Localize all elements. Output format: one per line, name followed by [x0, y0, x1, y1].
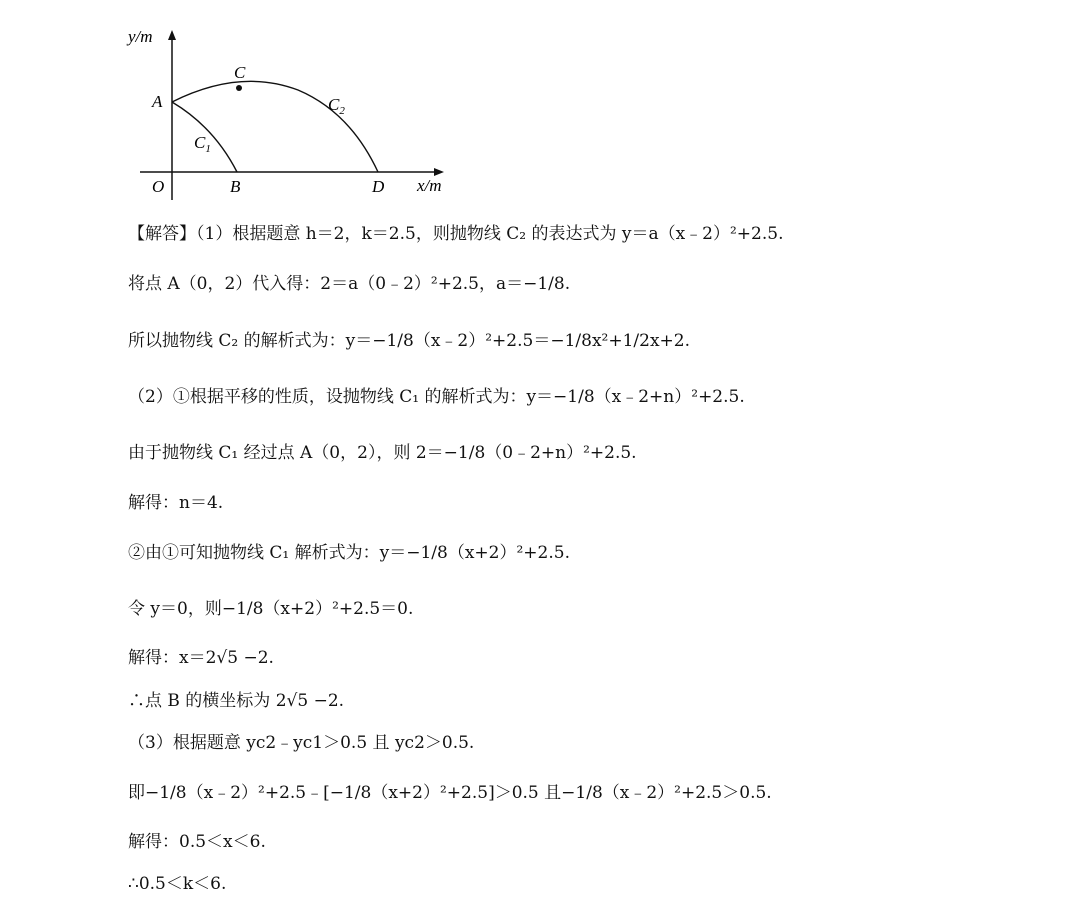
solution-line-14: ∴0.5＜k＜6. [128, 874, 227, 894]
point-d-label: D [372, 177, 385, 196]
solution-line-1: 【解答】（1）根据题意 h＝2，k＝2.5，则抛物线 C₂ 的表达式为 y＝a（x﹣2）²+2.5. [128, 224, 784, 244]
point-c-label: C [234, 63, 246, 82]
origin-label: O [152, 177, 165, 196]
curve-c1-label: $C_1$ [194, 133, 211, 155]
x-axis-arrow [434, 168, 444, 176]
solution-line-8: 令 y＝0，则−1/8（x+2）²+2.5＝0. [128, 599, 414, 619]
solution-line-12: 即−1/8（x﹣2）²+2.5﹣[−1/8（x+2）²+2.5]＞0.5 且−1/8（x﹣2）²+2.5＞0.5. [128, 783, 772, 803]
solution-line-13: 解得：0.5＜x＜6. [128, 832, 266, 852]
curve-c2-label: $C_2$ [328, 95, 345, 117]
parabola-figure [110, 22, 470, 204]
solution-line-10: ∴点 B 的横坐标为 2√5 −2. [128, 691, 345, 711]
solution-line-7: ②由①可知抛物线 C₁ 解析式为：y＝−1/8（x+2）²+2.5. [128, 543, 570, 563]
solution-line-4: （2）①根据平移的性质，设抛物线 C₁ 的解析式为：y＝−1/8（x﹣2+n）²+2.5. [128, 387, 745, 407]
solution-line-6: 解得：n＝4. [128, 493, 224, 513]
solution-line-2: 将点 A（0，2）代入得：2＝a（0﹣2）²+2.5，a＝−1/8. [128, 274, 571, 294]
solution-line-9: 解得：x＝2√5 −2. [128, 648, 274, 668]
solution-line-11: （3）根据题意 yc2﹣yc1＞0.5 且 yc2＞0.5. [128, 733, 475, 753]
curve-c2 [172, 81, 378, 172]
point-c [236, 85, 242, 91]
solution-line-5: 由于抛物线 C₁ 经过点 A（0，2），则 2＝−1/8（0﹣2+n）²+2.5. [128, 443, 637, 463]
x-axis-label: x/m [417, 176, 442, 195]
y-axis-arrow [168, 30, 176, 40]
point-a-label: A [152, 92, 163, 111]
point-b-label: B [230, 177, 241, 196]
y-axis-label: y/m [128, 27, 153, 46]
solution-line-3: 所以抛物线 C₂ 的解析式为：y＝−1/8（x﹣2）²+2.5＝−1/8x²+1/2x+2. [128, 331, 690, 351]
